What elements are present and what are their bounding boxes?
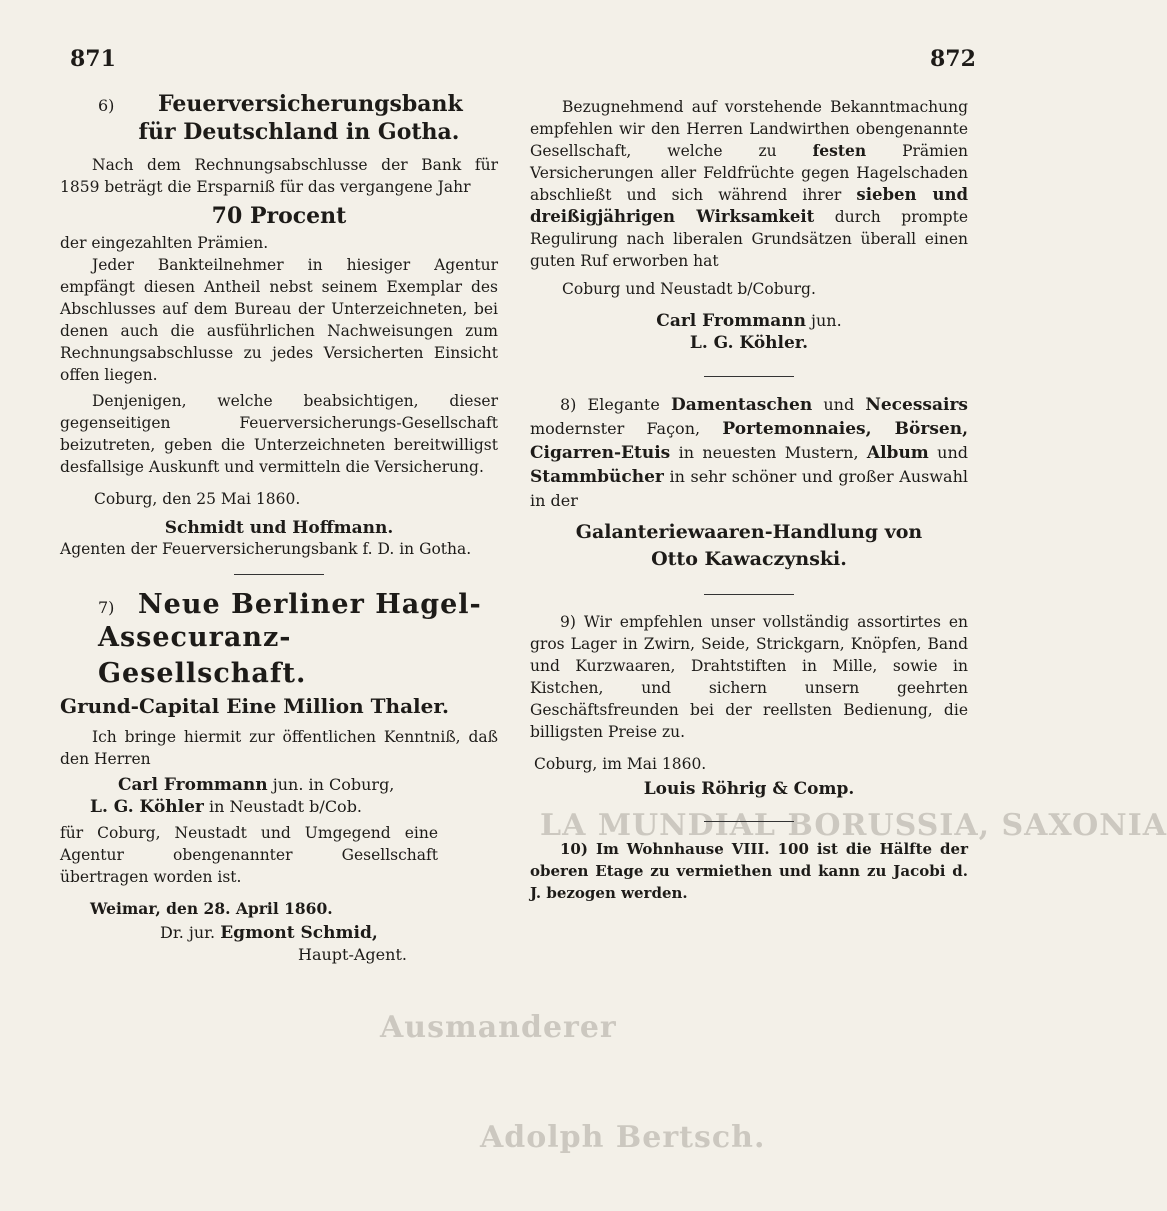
ad-7-title-line2: Assecuranz-Gesellschaft. xyxy=(98,622,307,689)
ad-6-signature-role: Agenten der Feuerversicherungsbank f. D. in Gotha. xyxy=(60,540,472,558)
ad-9 xyxy=(530,611,968,799)
left-column xyxy=(60,90,498,966)
ad-7-continued xyxy=(530,96,968,354)
divider xyxy=(704,594,794,595)
ad-6-signature: Schmidt und Hoffmann. xyxy=(164,518,394,538)
ad-9-body xyxy=(530,611,968,743)
ad-7-cont-body xyxy=(530,96,968,272)
ad-8-text: und xyxy=(812,395,866,414)
ad-8-shop: Galanteriewaaren-Handlung von xyxy=(575,521,923,543)
ad-7-cont-place: Coburg und Neustadt b/Coburg. xyxy=(562,280,816,298)
ad-7-cont-body-mid: Prämien Versicherungen aller Feldfrüchte gegen Hagelschaden abschließt und sich während ihrer xyxy=(530,142,968,204)
ad-7-title-line1: Neue Berliner Hagel- xyxy=(138,589,482,620)
ad-8-owner: Otto Kawaczynski. xyxy=(651,548,847,570)
ad-7-cont-body-post: durch prompte Regulirung nach liberalen Grundsätzen überall einen guten Ruf erworben hat xyxy=(530,208,968,270)
ad-6-percent: 70 Procent xyxy=(211,203,347,229)
ad-8-product: Stammbücher xyxy=(530,467,664,487)
ad-7-agent2-name: L. G. Köhler xyxy=(90,797,204,817)
ad-7-date: Weimar, den 28. April 1860. xyxy=(90,899,333,918)
ad-6-date: Coburg, den 25 Mai 1860. xyxy=(94,490,301,508)
ad-7-cont-sig2: L. G. Köhler. xyxy=(689,333,809,353)
ad-7-intro: Ich bringe hiermit zur öffentlichen Kenntniß, daß den Herren xyxy=(60,728,498,768)
ad-7-signature-prefix: Dr. jur. xyxy=(160,923,221,942)
ad-7-cont-bold1: festen xyxy=(812,141,867,160)
ad-7-cont-bold2: sieben und dreißigjährigen Wirksamkeit xyxy=(530,185,968,226)
ad-7-agent1-name: Carl Frommann xyxy=(118,775,268,795)
right-column xyxy=(530,96,968,904)
ad-7-cont-sig1-name: Carl Frommann xyxy=(656,311,806,331)
ad-10-text: Im Wohnhause VIII. 100 ist die Hälfte der oberen Etage zu vermiethen und kann zu Jacobi d. J. bezogen werden. xyxy=(530,840,968,902)
ad-6-para2: Jeder Bankteilnehmer in hiesiger Agentur empfängt diesen Antheil nebst seinem Exemplar des Abschlusses auf dem Bureau der Unterzeichneten, bei denen auch die ausführlichen Nachweisungen zum Rechnungsabschlusse zu jedes Versicherten Einsicht offen liegen. xyxy=(60,256,498,384)
ad-7 xyxy=(60,589,498,966)
ad-7-agent1-place: jun. in Coburg, xyxy=(267,775,395,794)
ad-6-title-line1: Feuerversicherungsbank xyxy=(158,91,463,117)
ad-6-para3: Denjenigen, welche beabsichtigen, dieser gegenseitigen Feuerversicherungs-Gesellschaft beizutreten, geben die Unterzeichneten bereitwilligst desfallsige Auskunft und vermitteln die Versicherung. xyxy=(60,392,498,476)
ad-8-text: modernster Façon, xyxy=(530,419,723,438)
ad-8-text: und xyxy=(928,443,969,462)
bleedthrough-heading: LA MUNDIAL BORUSSIA, SAXONIA xyxy=(540,808,1167,843)
ad-7-agent2 xyxy=(60,796,498,818)
ad-7-number: 7) xyxy=(98,598,115,617)
page-number-left: 871 xyxy=(70,46,116,72)
ad-7-agent2-place: in Neustadt b/Cob. xyxy=(203,797,363,816)
ad-7-cont-sig1-rest: jun. xyxy=(805,311,842,330)
ad-7-cont-body-pre: Bezugnehmend auf vorstehende Bekanntmachung empfehlen wir den Herren Landwirthen obengenannte Gesellschaft, welche zu xyxy=(530,98,968,160)
ad-7-cont-sig1 xyxy=(530,310,968,332)
ad-7-signature-name: Egmont Schmid, xyxy=(220,923,378,943)
ad-7-capital: Grund-Capital Eine Million Thaler. xyxy=(60,694,450,718)
page-number-right: 872 xyxy=(930,46,976,72)
ad-6-title-line2: für Deutschland in Gotha. xyxy=(138,119,460,145)
ad-8-product: Album xyxy=(866,443,929,463)
ad-6-para1-end: der eingezahlten Prämien. xyxy=(60,234,269,252)
divider xyxy=(234,574,324,575)
ad-6 xyxy=(60,90,498,560)
ad-6-number: 6) xyxy=(98,96,115,115)
ad-8-product: Damentaschen xyxy=(670,395,813,415)
ad-8-text: in neuesten Mustern, xyxy=(670,443,867,462)
ad-10 xyxy=(530,838,968,904)
divider xyxy=(704,821,794,822)
ad-8-number: 8) xyxy=(560,395,577,414)
ad-8 xyxy=(530,393,968,572)
ad-8-text: Elegante xyxy=(576,395,671,414)
ad-6-para1: Nach dem Rechnungsabschlusse der Bank für 1859 beträgt die Ersparniß für das vergangene Jahr xyxy=(60,156,498,196)
bleedthrough-emigrant-heading: Ausmanderer xyxy=(380,1010,617,1045)
ad-10-number: 10) xyxy=(560,840,588,858)
ad-7-signature-role: Haupt-Agent. xyxy=(298,945,407,964)
ad-8-body xyxy=(530,393,968,512)
ad-8-product: Portemonnaies, Börsen, Cigarren-Etuis xyxy=(530,419,968,463)
ad-7-body: für Coburg, Neustadt und Umgegend eine Agentur obengenannter Gesellschaft übertragen worden ist. xyxy=(60,824,438,886)
ad-9-text: Wir empfehlen unser vollständig assortirtes en gros Lager in Zwirn, Seide, Strickgarn, Knöpfen, Band und Kurzwaaren, Drahtstiften in Mille, sowie in Kistchen, und sichern unsern geehrten Geschäftsfreunden bei der reellsten Bedienung, die billigsten Preise zu. xyxy=(530,613,968,741)
ad-9-date: Coburg, im Mai 1860. xyxy=(534,755,707,773)
bleedthrough-signature: Adolph Bertsch. xyxy=(480,1120,766,1155)
ad-7-agent1 xyxy=(60,774,498,796)
divider xyxy=(704,376,794,377)
ad-9-number: 9) xyxy=(560,613,576,631)
ad-10-body xyxy=(530,838,968,904)
ad-8-text: in sehr schöner und großer Auswahl in der xyxy=(530,467,968,510)
ad-9-signature: Louis Röhrig & Comp. xyxy=(643,779,855,799)
ad-8-product: Necessairs xyxy=(865,395,968,415)
ad-7-signature xyxy=(60,922,498,944)
